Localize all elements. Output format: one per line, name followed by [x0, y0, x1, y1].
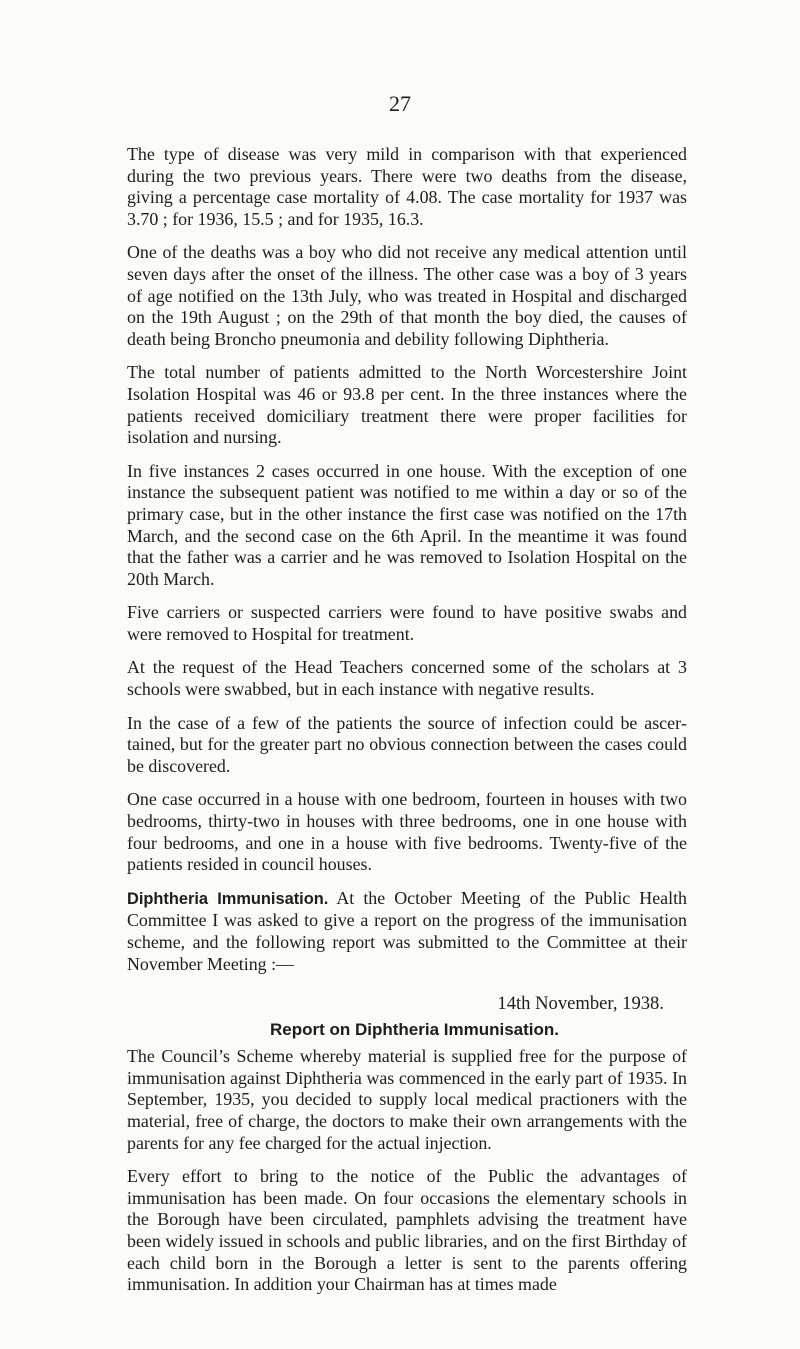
paragraph-publicity: Every effort to bring to the notice of the Public the advantages of immunisation has been made. On four occasions the elementary schools in the Borough have been circulated, pamphlets advising the treatment have been widely issued in schools and public libraries, and on the first Birthday of each child born in the Borough a letter is sent to the parents offering immunisation. In addition your Chairman has at times made: [127, 1166, 687, 1295]
paragraph-housing: One case occurred in a house with one bedroom, fourteen in houses with two bedrooms, thirty-two in houses with three bedrooms, one in one house with four bedrooms, and one in a house with five bedrooms. Twenty-five of the patients resided in council houses.: [127, 789, 687, 875]
report-title: Report on Diphtheria Immunisation.: [269, 1020, 559, 1040]
paragraph-multiple-cases: In five instances 2 cases occurred in one house. With the exception of one instance the subsequent patient was notified to me within a day or so of the primary case, but in the other instance the first case was notified on the 17th March, and the second case on the 6th April. In the meantime it was found that the father was a carrier and he was removed to Isolation Hospital on the 20th March.: [127, 460, 687, 589]
paragraph-school-swabs: At the request of the Head Teachers concerned some of the scholars at 3 schools were swabbed, but in each instance with negative results.: [127, 657, 687, 700]
paragraph-source-of-infection: In the case of a few of the patients the source of infection could be ascertained, but for the greater part no obvious connection between the cases could be discovered.: [127, 712, 687, 776]
paragraph-immunisation: [127, 888, 687, 975]
paragraph-case-mortality: The type of disease was very mild in comparison with that experienced during the two previous years. There were two deaths from the disease, giving a percentage case mortality of 4.08. The case mortality for 1937 was 3.70 ; for 1936, 15.5 ; and for 1935, 16.3.: [127, 144, 687, 229]
paragraph-immunisation-text: At the October Meeting of the Public Health Committee I was asked to give a report on the progress of the immunisation scheme, and the following report was submitted to the Committee at their November Meeting :—: [127, 887, 687, 974]
section-heading-immunisation: Diphtheria Immunisation.: [127, 889, 329, 908]
paragraph-deaths: One of the deaths was a boy who did not receive any medical attention until seven days after the onset of the illness. The other case was a boy of 3 years of age notified on the 13th July, who was treated in Hospital and discharged on the 19th August ; on the 29th of that month the boy died, the causes of death being Broncho pneumonia and debility following Diphtheria.: [127, 242, 687, 349]
paragraph-hospital-admissions: The total number of patients admitted to the North Worcestershire Joint Isolation Hospital was 46 or 93.8 per cent. In the three instances where the patients received domiciliary treatment there were proper facilities for isolation and nursing.: [127, 362, 687, 448]
page-number: 27: [389, 91, 411, 116]
paragraph-council-scheme: The Council’s Scheme whereby material is supplied free for the purpose of immunisation against Diphtheria was commenced in the early part of 1935. In September, 1935, you decided to supply local medical practioners with the material, free of charge, the doctors to make their own arrangements with the parents for any fee charged for the actual injection.: [127, 1046, 687, 1153]
report-date: 14th November, 1938.: [497, 993, 664, 1015]
paragraph-carriers: Five carriers or suspected carriers were found to have positive swabs and were removed to Hospital for treatment.: [127, 602, 687, 644]
page-body: [127, 144, 687, 1296]
